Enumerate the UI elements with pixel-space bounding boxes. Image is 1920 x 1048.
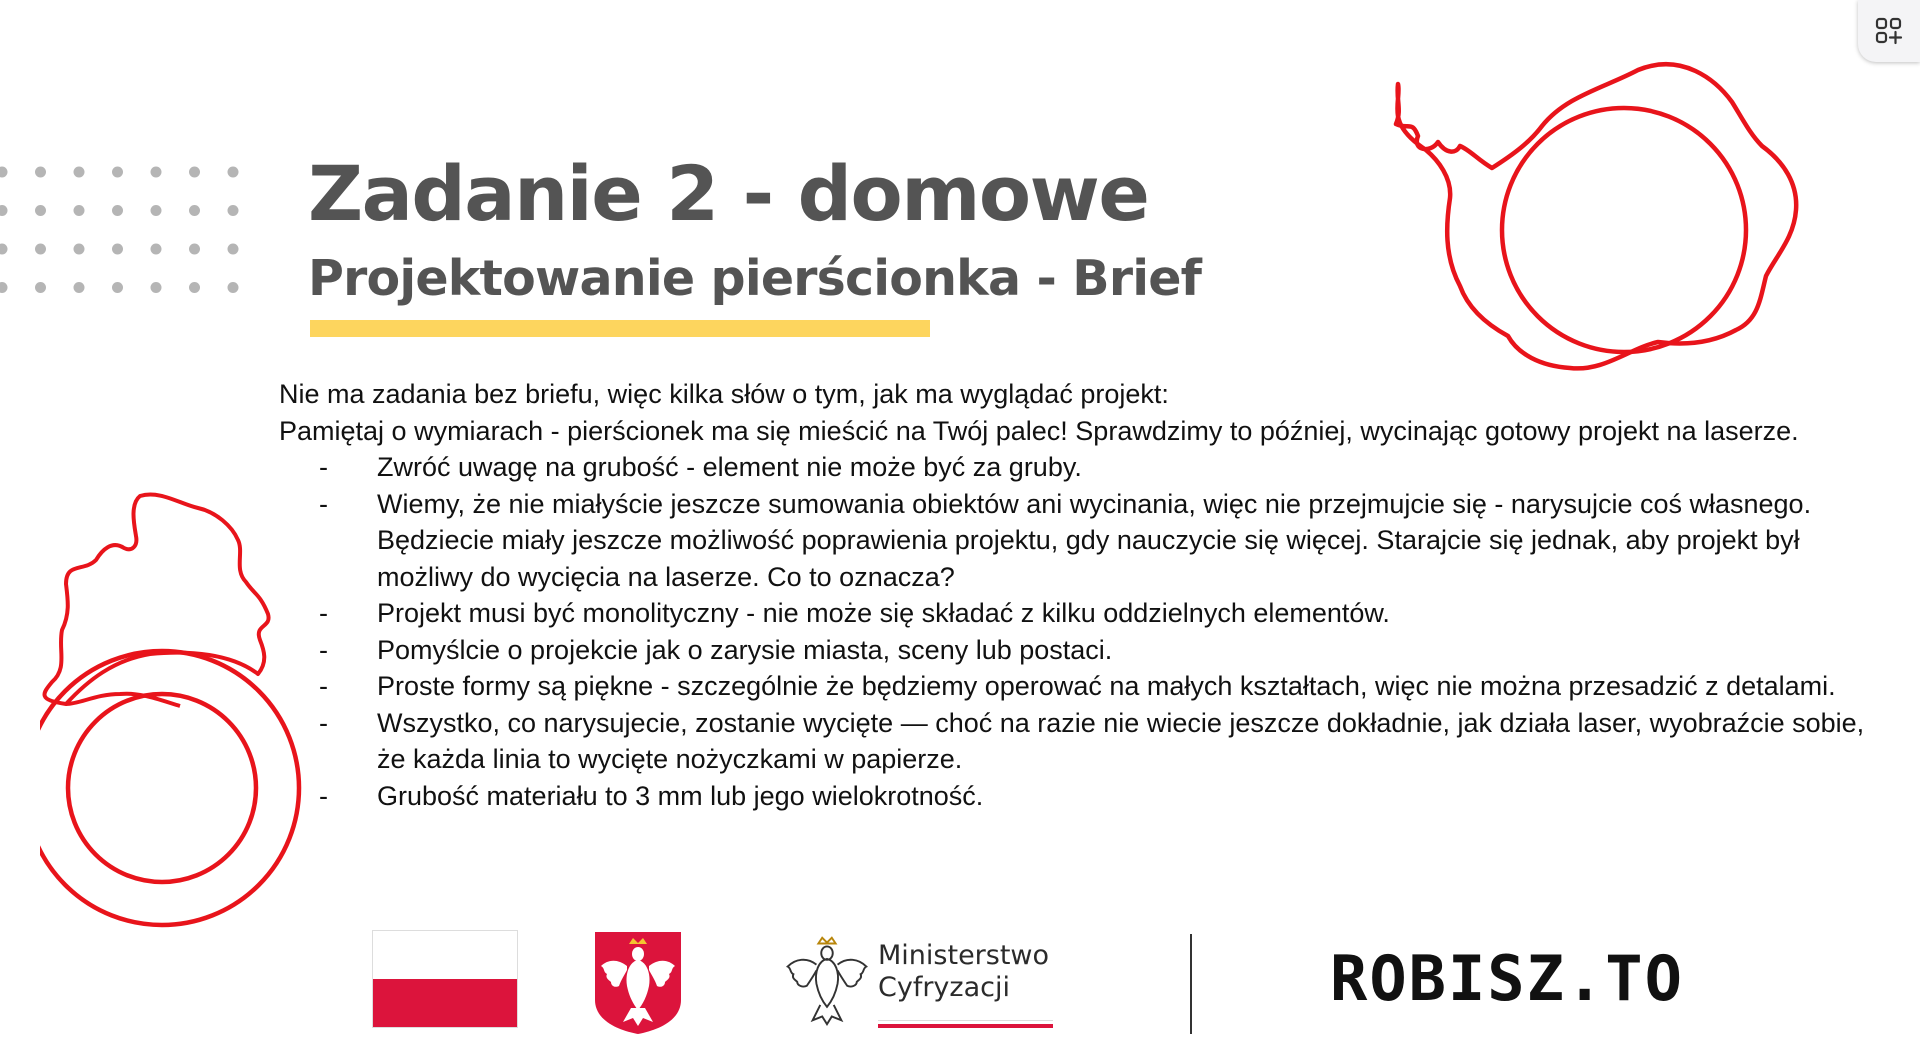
intro-line: Nie ma zadania bez briefu, więc kilka słów o tym, jak ma wyglądać projekt: <box>279 379 1169 409</box>
slide-subtitle: Projektowanie pierścionka - Brief <box>308 250 1202 307</box>
grid-dot <box>189 167 200 178</box>
grid-dot <box>74 282 85 293</box>
list-item-text: Projekt musi być monolityczny - nie może się składać z kilku oddzielnych elementów. <box>377 598 1390 628</box>
brief-bullet-list <box>279 449 1879 814</box>
eagle-emblem-icon <box>783 932 871 1028</box>
grid-dot <box>151 282 162 293</box>
bullet-marker: - <box>319 671 328 701</box>
list-item <box>279 705 1879 778</box>
list-item <box>279 449 1879 486</box>
grid-dot <box>151 205 162 216</box>
list-item-text: Zwróć uwagę na grubość - element nie może być za gruby. <box>377 452 1082 482</box>
bullet-marker: - <box>319 488 328 519</box>
grid-dot <box>112 282 123 293</box>
grid-dot <box>151 167 162 178</box>
grid-dot <box>0 167 8 178</box>
apps-button[interactable] <box>1858 0 1920 62</box>
grid-dot <box>228 205 239 216</box>
grid-dot <box>74 244 85 255</box>
ministry-name-line: Cyfryzacji <box>878 972 1010 1003</box>
bullet-marker: - <box>319 780 328 811</box>
list-item-text: Grubość materiału to 3 mm lub jego wielokrotność. <box>377 780 984 811</box>
grid-dot <box>228 282 239 293</box>
grid-dot <box>189 282 200 293</box>
brand-logo: ROBISZ.TO <box>1330 942 1684 1015</box>
ring-outline-top-decoration <box>1390 50 1810 390</box>
bullet-marker: - <box>319 452 328 482</box>
list-item-text: Wiemy, że nie miałyście jeszcze sumowania obiektów ani wycinania, więc nie przejmujcie się - narysujcie coś własnego. Będziecie miały jeszcze możliwość poprawienia projektu, gdy nauczycie się więcej. Starajcie się jednak, aby projekt był możliwy do wycięcia na laserze. Co to oznacza? <box>377 488 1812 592</box>
slide-title: Zadanie 2 - domowe <box>308 149 1149 238</box>
grid-dot <box>0 205 8 216</box>
grid-dot <box>112 167 123 178</box>
grid-dot <box>0 244 8 255</box>
grid-dot <box>189 205 200 216</box>
grid-dot <box>112 205 123 216</box>
bullet-marker: - <box>319 598 328 628</box>
grid-dot <box>35 244 46 255</box>
grid-dot <box>228 167 239 178</box>
footer-divider <box>1190 934 1192 1034</box>
ministry-name-line: Ministerstwo <box>878 940 1050 971</box>
list-item <box>279 595 1879 632</box>
apps-plus-icon <box>1874 16 1904 46</box>
list-item-text: Proste formy są piękne - szczególnie że będziemy operować na małych kształtach, więc nie można przesadzić z detalami. <box>377 671 1836 701</box>
list-item <box>279 632 1879 669</box>
ministry-name <box>878 940 1049 1004</box>
list-item-text: Wszystko, co narysujecie, zostanie wycięte — choć na razie nie wiecie jeszcze dokładnie, jak działa laser, wyobraźcie sobie, że każda linia to wycięte nożyczkami w papierze. <box>377 707 1865 774</box>
grid-dot <box>151 244 162 255</box>
list-item <box>279 668 1879 705</box>
grid-dot <box>74 167 85 178</box>
polish-flag-icon <box>372 930 518 1028</box>
grid-dot <box>0 282 8 293</box>
list-item <box>279 778 1879 815</box>
ministry-logo <box>783 930 1053 1030</box>
ministry-flag-stripe <box>878 1020 1053 1026</box>
bullet-marker: - <box>319 707 328 738</box>
grid-dot <box>228 244 239 255</box>
intro-line: Pamiętaj o wymiarach - pierścionek ma się mieścić na Twój palec! Sprawdzimy to później, wycinając gotowy projekt na laserze. <box>279 415 1799 446</box>
grid-dot <box>74 205 85 216</box>
dot-grid-decoration <box>0 162 240 302</box>
bullet-marker: - <box>319 634 328 665</box>
polish-eagle-emblem-icon <box>593 930 683 1034</box>
list-item <box>279 486 1879 596</box>
grid-dot <box>35 282 46 293</box>
title-underline <box>310 320 930 337</box>
ring-outline-left-decoration <box>40 490 320 940</box>
grid-dot <box>112 244 123 255</box>
grid-dot <box>189 244 200 255</box>
grid-dot <box>35 167 46 178</box>
grid-dot <box>35 205 46 216</box>
brief-content <box>279 376 1879 814</box>
list-item-text: Pomyślcie o projekcie jak o zarysie miasta, sceny lub postaci. <box>377 634 1113 665</box>
